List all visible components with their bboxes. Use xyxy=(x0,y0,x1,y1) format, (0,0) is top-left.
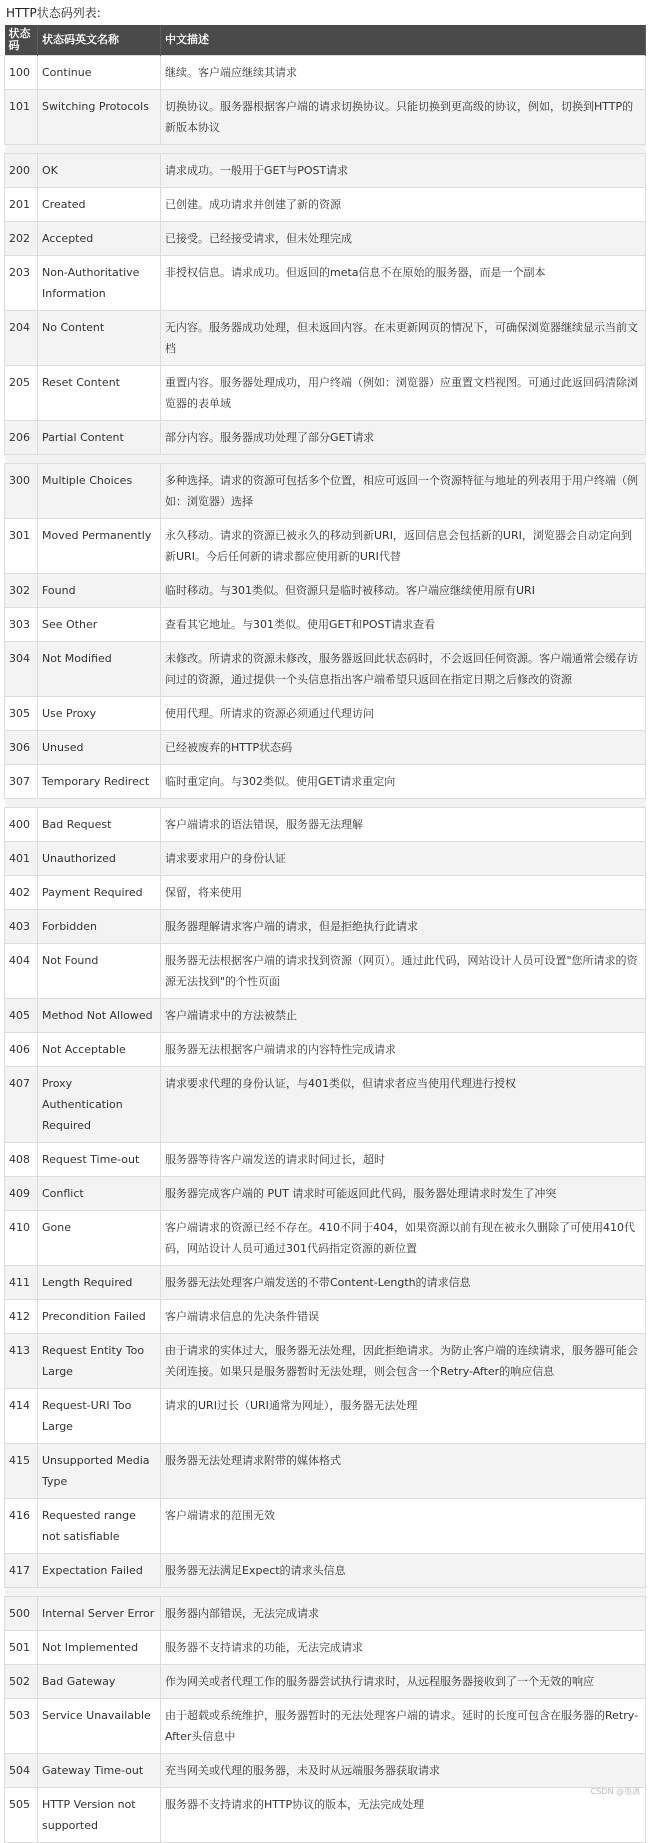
header-name: 状态码英文名称 xyxy=(38,25,161,56)
group-separator-cell xyxy=(5,799,646,808)
header-desc: 中文描述 xyxy=(161,25,646,56)
status-code-cell: 415 xyxy=(5,1444,38,1499)
status-code-cell: 304 xyxy=(5,642,38,697)
status-code-cell: 305 xyxy=(5,697,38,731)
status-code-cell: 306 xyxy=(5,731,38,765)
status-name-cell: Continue xyxy=(38,56,161,90)
group-separator xyxy=(5,455,646,464)
status-name-cell: Conflict xyxy=(38,1177,161,1211)
status-desc-cell: 查看其它地址。与301类似。使用GET和POST请求查看 xyxy=(161,608,646,642)
status-code-cell: 307 xyxy=(5,765,38,799)
status-name-cell: OK xyxy=(38,154,161,188)
status-desc-cell: 多种选择。请求的资源可包括多个位置，相应可返回一个资源特征与地址的列表用于用户终端（例如：浏览器）选择 xyxy=(161,464,646,519)
status-code-cell: 301 xyxy=(5,519,38,574)
status-code-cell: 504 xyxy=(5,1754,38,1788)
table-row xyxy=(5,697,646,731)
status-desc-cell: 已经被废弃的HTTP状态码 xyxy=(161,731,646,765)
header-row xyxy=(5,25,646,56)
status-desc-cell: 服务器理解请求客户端的请求，但是拒绝执行此请求 xyxy=(161,910,646,944)
status-name-cell: Reset Content xyxy=(38,366,161,421)
table-row xyxy=(5,1554,646,1588)
status-desc-cell: 服务器无法根据客户端请求的内容特性完成请求 xyxy=(161,1033,646,1067)
table-row xyxy=(5,765,646,799)
table-row xyxy=(5,311,646,366)
table-caption: HTTP状态码列表: xyxy=(6,6,101,20)
status-desc-cell: 继续。客户端应继续其请求 xyxy=(161,56,646,90)
status-code-cell: 503 xyxy=(5,1699,38,1754)
status-desc-cell: 请求的URI过长（URI通常为网址），服务器无法处理 xyxy=(161,1389,646,1444)
status-code-cell: 417 xyxy=(5,1554,38,1588)
status-code-cell: 402 xyxy=(5,876,38,910)
table-row xyxy=(5,519,646,574)
status-name-cell: Requested range not satisfiable xyxy=(38,1499,161,1554)
status-name-cell: Gone xyxy=(38,1211,161,1266)
status-code-cell: 404 xyxy=(5,944,38,999)
table-row xyxy=(5,1334,646,1389)
table-row xyxy=(5,1033,646,1067)
group-separator-cell xyxy=(5,1588,646,1597)
status-name-cell: See Other xyxy=(38,608,161,642)
status-desc-cell: 由于请求的实体过大，服务器无法处理，因此拒绝请求。为防止客户端的连续请求，服务器可能会关闭连接。如果只是服务器暂时无法处理，则会包含一个Retry-After的响应信息 xyxy=(161,1334,646,1389)
status-code-cell: 505 xyxy=(5,1788,38,1843)
status-code-cell: 408 xyxy=(5,1143,38,1177)
status-code-cell: 407 xyxy=(5,1067,38,1143)
table-row xyxy=(5,1499,646,1554)
status-code-cell: 300 xyxy=(5,464,38,519)
table-row xyxy=(5,1699,646,1754)
table-body xyxy=(5,56,646,1843)
status-desc-cell: 无内容。服务器成功处理，但未返回内容。在未更新网页的情况下，可确保浏览器继续显示当前文档 xyxy=(161,311,646,366)
table-row xyxy=(5,1665,646,1699)
group-separator-cell xyxy=(5,145,646,154)
status-name-cell: Forbidden xyxy=(38,910,161,944)
status-code-cell: 406 xyxy=(5,1033,38,1067)
status-name-cell: Not Acceptable xyxy=(38,1033,161,1067)
table-row xyxy=(5,421,646,455)
status-code-cell: 405 xyxy=(5,999,38,1033)
status-desc-cell: 请求要求代理的身份认证，与401类似，但请求者应当使用代理进行授权 xyxy=(161,1067,646,1143)
status-code-cell: 202 xyxy=(5,222,38,256)
table-row xyxy=(5,842,646,876)
status-name-cell: Precondition Failed xyxy=(38,1300,161,1334)
status-name-cell: Not Implemented xyxy=(38,1631,161,1665)
status-code-cell: 201 xyxy=(5,188,38,222)
status-desc-cell: 服务器内部错误，无法完成请求 xyxy=(161,1597,646,1631)
status-desc-cell: 客户端请求中的方法被禁止 xyxy=(161,999,646,1033)
table-row xyxy=(5,1389,646,1444)
status-name-cell: Created xyxy=(38,188,161,222)
status-code-cell: 401 xyxy=(5,842,38,876)
table-row xyxy=(5,608,646,642)
table-row xyxy=(5,808,646,842)
status-name-cell: Unauthorized xyxy=(38,842,161,876)
status-name-cell: Proxy Authentication Required xyxy=(38,1067,161,1143)
status-code-cell: 205 xyxy=(5,366,38,421)
status-desc-cell: 服务器无法满足Expect的请求头信息 xyxy=(161,1554,646,1588)
status-code-cell: 400 xyxy=(5,808,38,842)
status-desc-cell: 保留，将来使用 xyxy=(161,876,646,910)
status-name-cell: Moved Permanently xyxy=(38,519,161,574)
status-name-cell: Request Entity Too Large xyxy=(38,1334,161,1389)
watermark: CSDN @墨漓 xyxy=(590,1787,640,1796)
table-row xyxy=(5,944,646,999)
status-name-cell: HTTP Version not supported xyxy=(38,1788,161,1843)
table-row xyxy=(5,1300,646,1334)
status-code-cell: 414 xyxy=(5,1389,38,1444)
status-desc-cell: 客户端请求的资源已经不存在。410不同于404，如果资源以前有现在被永久删除了可使用410代码，网站设计人员可通过301代码指定资源的新位置 xyxy=(161,1211,646,1266)
status-name-cell: Request-URI Too Large xyxy=(38,1389,161,1444)
status-code-cell: 203 xyxy=(5,256,38,311)
status-desc-cell: 作为网关或者代理工作的服务器尝试执行请求时，从远程服务器接收到了一个无效的响应 xyxy=(161,1665,646,1699)
table-header xyxy=(5,25,646,56)
status-code-cell: 100 xyxy=(5,56,38,90)
status-name-cell: Not Found xyxy=(38,944,161,999)
status-code-cell: 303 xyxy=(5,608,38,642)
status-desc-cell: 服务器完成客户端的 PUT 请求时可能返回此代码，服务器处理请求时发生了冲突 xyxy=(161,1177,646,1211)
status-name-cell: Payment Required xyxy=(38,876,161,910)
table-row xyxy=(5,1788,646,1843)
status-desc-cell: 重置内容。服务器处理成功，用户终端（例如：浏览器）应重置文档视图。可通过此返回码清除浏览器的表单域 xyxy=(161,366,646,421)
table-row xyxy=(5,1067,646,1143)
status-code-cell: 413 xyxy=(5,1334,38,1389)
status-desc-cell: 临时重定向。与302类似。使用GET请求重定向 xyxy=(161,765,646,799)
table-row xyxy=(5,1266,646,1300)
status-name-cell: Expectation Failed xyxy=(38,1554,161,1588)
table-row xyxy=(5,154,646,188)
status-code-cell: 411 xyxy=(5,1266,38,1300)
status-desc-cell: 服务器无法处理客户端发送的不带Content-Length的请求信息 xyxy=(161,1266,646,1300)
status-name-cell: Found xyxy=(38,574,161,608)
status-name-cell: Unsupported Media Type xyxy=(38,1444,161,1499)
status-name-cell: Non-Authoritative Information xyxy=(38,256,161,311)
status-name-cell: Not Modified xyxy=(38,642,161,697)
status-desc-cell: 请求成功。一般用于GET与POST请求 xyxy=(161,154,646,188)
status-desc-cell: 服务器无法根据客户端的请求找到资源（网页）。通过此代码，网站设计人员可设置"您所请求的资源无法找到"的个性页面 xyxy=(161,944,646,999)
status-name-cell: Gateway Time-out xyxy=(38,1754,161,1788)
group-separator xyxy=(5,799,646,808)
status-desc-cell: 使用代理。所请求的资源必须通过代理访问 xyxy=(161,697,646,731)
status-name-cell: Internal Server Error xyxy=(38,1597,161,1631)
status-name-cell: Use Proxy xyxy=(38,697,161,731)
status-name-cell: Bad Gateway xyxy=(38,1665,161,1699)
status-name-cell: Switching Protocols xyxy=(38,90,161,145)
header-code: 状态码 xyxy=(5,25,38,56)
status-desc-cell: 服务器等待客户端发送的请求时间过长，超时 xyxy=(161,1143,646,1177)
status-desc-cell: 永久移动。请求的资源已被永久的移动到新URI，返回信息会包括新的URI，浏览器会自动定向到新URI。今后任何新的请求都应使用新的URI代替 xyxy=(161,519,646,574)
status-desc-cell: 服务器不支持请求的HTTP协议的版本，无法完成处理 xyxy=(161,1788,646,1843)
table-row xyxy=(5,1143,646,1177)
status-desc-cell: 已接受。已经接受请求，但未处理完成 xyxy=(161,222,646,256)
status-code-cell: 502 xyxy=(5,1665,38,1699)
status-desc-cell: 服务器不支持请求的功能，无法完成请求 xyxy=(161,1631,646,1665)
group-separator-cell xyxy=(5,455,646,464)
status-name-cell: No Content xyxy=(38,311,161,366)
status-desc-cell: 已创建。成功请求并创建了新的资源 xyxy=(161,188,646,222)
table-row xyxy=(5,1754,646,1788)
group-separator xyxy=(5,145,646,154)
status-name-cell: Multiple Choices xyxy=(38,464,161,519)
table-row xyxy=(5,56,646,90)
status-code-cell: 409 xyxy=(5,1177,38,1211)
status-code-cell: 416 xyxy=(5,1499,38,1554)
status-name-cell: Request Time-out xyxy=(38,1143,161,1177)
status-code-cell: 501 xyxy=(5,1631,38,1665)
status-code-cell: 206 xyxy=(5,421,38,455)
table-row xyxy=(5,574,646,608)
http-status-table xyxy=(4,25,646,1843)
table-row xyxy=(5,876,646,910)
status-code-cell: 412 xyxy=(5,1300,38,1334)
status-code-cell: 101 xyxy=(5,90,38,145)
status-name-cell: Length Required xyxy=(38,1266,161,1300)
status-desc-cell: 由于超载或系统维护，服务器暂时的无法处理客户端的请求。延时的长度可包含在服务器的Retry-After头信息中 xyxy=(161,1699,646,1754)
status-code-cell: 500 xyxy=(5,1597,38,1631)
status-code-cell: 403 xyxy=(5,910,38,944)
table-row xyxy=(5,1444,646,1499)
table-row xyxy=(5,642,646,697)
status-desc-cell: 客户端请求的语法错误，服务器无法理解 xyxy=(161,808,646,842)
status-desc-cell: 客户端请求信息的先决条件错误 xyxy=(161,1300,646,1334)
table-row xyxy=(5,188,646,222)
status-name-cell: Unused xyxy=(38,731,161,765)
status-name-cell: Method Not Allowed xyxy=(38,999,161,1033)
status-desc-cell: 请求要求用户的身份认证 xyxy=(161,842,646,876)
table-row xyxy=(5,999,646,1033)
status-name-cell: Service Unavailable xyxy=(38,1699,161,1754)
status-desc-cell: 客户端请求的范围无效 xyxy=(161,1499,646,1554)
status-code-cell: 302 xyxy=(5,574,38,608)
status-desc-cell: 服务器无法处理请求附带的媒体格式 xyxy=(161,1444,646,1499)
table-row xyxy=(5,1631,646,1665)
status-code-cell: 410 xyxy=(5,1211,38,1266)
status-name-cell: Accepted xyxy=(38,222,161,256)
table-row xyxy=(5,222,646,256)
status-desc-cell: 充当网关或代理的服务器，未及时从远端服务器获取请求 xyxy=(161,1754,646,1788)
table-row xyxy=(5,1211,646,1266)
table-row xyxy=(5,464,646,519)
status-name-cell: Temporary Redirect xyxy=(38,765,161,799)
status-desc-cell: 非授权信息。请求成功。但返回的meta信息不在原始的服务器，而是一个副本 xyxy=(161,256,646,311)
status-desc-cell: 切换协议。服务器根据客户端的请求切换协议。只能切换到更高级的协议，例如，切换到HTTP的新版本协议 xyxy=(161,90,646,145)
table-row xyxy=(5,256,646,311)
status-name-cell: Partial Content xyxy=(38,421,161,455)
status-code-cell: 204 xyxy=(5,311,38,366)
status-code-cell: 200 xyxy=(5,154,38,188)
table-row xyxy=(5,366,646,421)
status-desc-cell: 部分内容。服务器成功处理了部分GET请求 xyxy=(161,421,646,455)
status-name-cell: Bad Request xyxy=(38,808,161,842)
group-separator xyxy=(5,1588,646,1597)
table-row xyxy=(5,90,646,145)
table-row xyxy=(5,910,646,944)
table-row xyxy=(5,1597,646,1631)
status-desc-cell: 未修改。所请求的资源未修改，服务器返回此状态码时，不会返回任何资源。客户端通常会缓存访问过的资源，通过提供一个头信息指出客户端希望只返回在指定日期之后修改的资源 xyxy=(161,642,646,697)
status-desc-cell: 临时移动。与301类似。但资源只是临时被移动。客户端应继续使用原有URI xyxy=(161,574,646,608)
table-row xyxy=(5,1177,646,1211)
table-row xyxy=(5,731,646,765)
